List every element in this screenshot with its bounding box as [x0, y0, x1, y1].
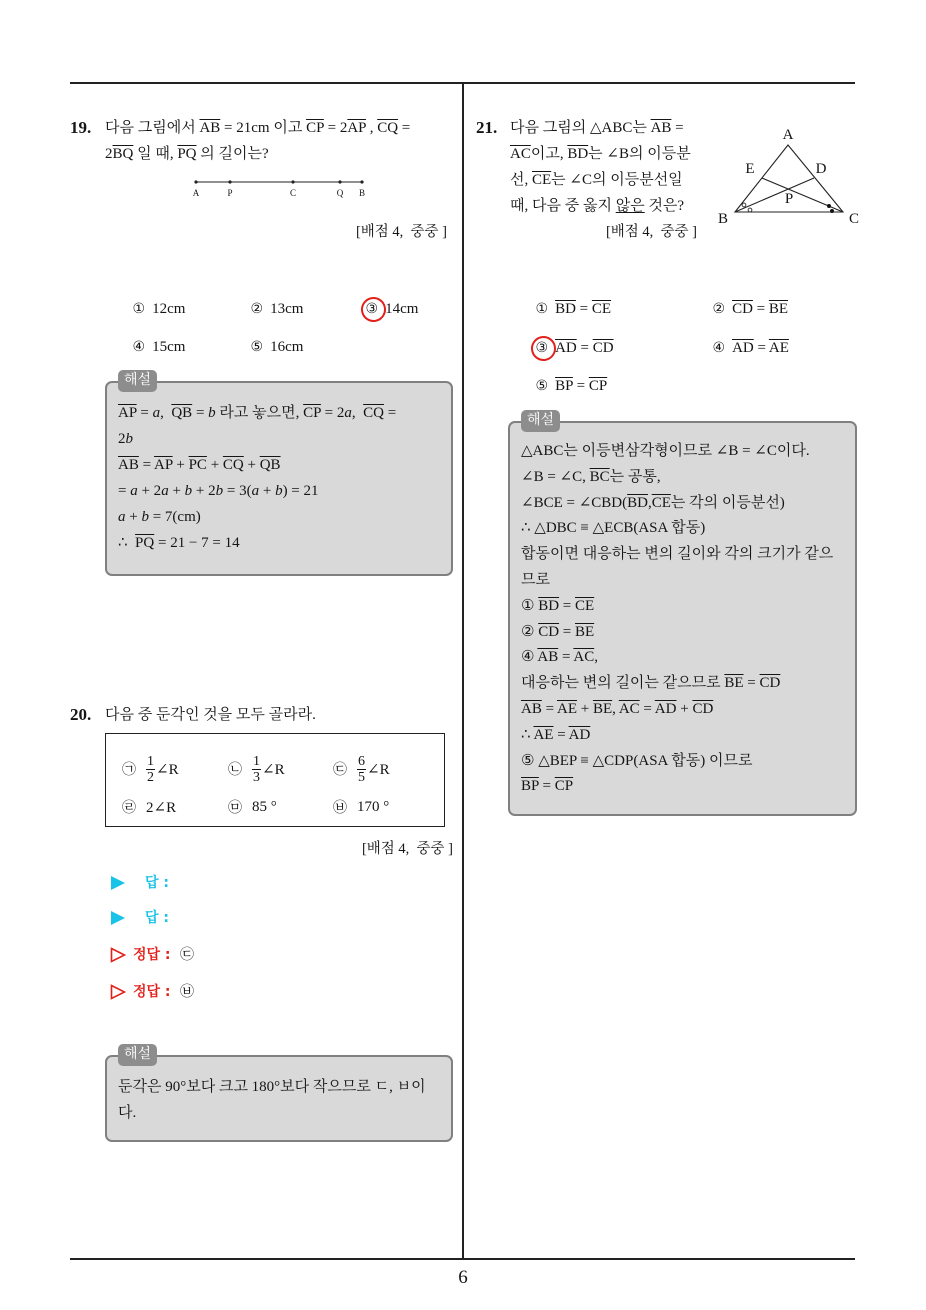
choice-text: 15cm: [152, 339, 186, 355]
solution-line: [521, 620, 853, 646]
math-variable: b: [125, 431, 133, 447]
text-run: = 2: [323, 120, 348, 136]
text-run: ,: [647, 494, 652, 511]
play-filled-icon: [110, 875, 126, 891]
text-run: =: [541, 700, 557, 717]
text-run: + 2: [137, 483, 162, 499]
choice-text: [732, 340, 789, 356]
segment-name: $\overline{AP}$: [118, 405, 137, 421]
correct-answer-label: 정답 :: [133, 984, 171, 1000]
point-b: [360, 180, 363, 183]
solution-tab: 해설: [521, 410, 560, 432]
segment-name: $\overline{AB}$: [118, 457, 139, 473]
text-run: ) = 21: [282, 483, 319, 499]
solution-box: [105, 1047, 453, 1142]
math-variable: a: [118, 509, 126, 525]
answer-label: 답 :: [145, 910, 169, 926]
solution-line: [118, 1074, 448, 1100]
choice-5: [228, 308, 304, 355]
solution-line: [521, 645, 853, 671]
text-run: 일 때,: [133, 146, 178, 162]
segment-name: $\overline{CD}$: [592, 340, 614, 356]
point-label-q: Q: [336, 188, 344, 198]
numerator: 1: [147, 753, 154, 769]
angle-unit: ∠R: [156, 761, 179, 778]
text-run: ,: [594, 649, 598, 666]
segment-name: $\overline{BE}$: [768, 301, 789, 317]
correct-answer-value: ㉢: [180, 947, 194, 963]
fraction: [252, 754, 261, 785]
text-run: 다.: [118, 1105, 137, 1121]
segment-name: $\overline{BE}$: [592, 700, 613, 717]
numerator: 1: [253, 753, 260, 769]
option-1: [122, 753, 179, 785]
text-run: =: [575, 301, 592, 317]
choice-2: [690, 270, 789, 317]
segment-name: $\overline{PQ}$: [135, 535, 155, 551]
solution-line: [118, 478, 448, 504]
correct-answer-1: [0, 942, 462, 968]
question-text: 다음 중 둔각인 것을 모두 골라라.: [105, 707, 316, 723]
segment-name: $\overline{BE}$: [575, 623, 595, 640]
solution-box: [105, 373, 453, 576]
segment-name: $\overline{BP}$: [521, 778, 539, 795]
answer-label: 답 :: [145, 875, 169, 891]
solution-line: [521, 516, 853, 542]
text-run: 때, 다음 중 옳지: [510, 198, 616, 214]
text-run: +: [206, 457, 223, 473]
option-mark: ㉡: [228, 762, 242, 778]
text-run: +: [676, 700, 693, 717]
segment-name: $\overline{AD}$: [732, 340, 754, 356]
text-run: 합동이면 대응하는 변의 길이와 각의 크기가 같으: [521, 546, 834, 563]
correct-answer-label: 정답 :: [133, 947, 171, 963]
choice-number: ②: [712, 301, 726, 317]
text-run: 는 ∠B의 이등분: [588, 146, 691, 162]
choice-number: ⑤: [535, 378, 549, 394]
text-run: = 2: [320, 405, 345, 421]
point-a: [194, 180, 197, 183]
option-5: [228, 791, 277, 823]
segment-name: $\overline{CP}$: [306, 120, 324, 136]
segment-name: $\overline{AB}$: [199, 120, 221, 136]
solution-line: [118, 400, 448, 426]
segment-name: $\overline{AD}$: [654, 700, 677, 717]
solution-line: [118, 504, 448, 530]
text-run: 다음 그림에서: [105, 120, 200, 136]
choice-4: [690, 309, 789, 356]
option-3: [333, 753, 390, 785]
option-mark: ㉥: [333, 800, 347, 816]
point-label-c: C: [289, 188, 297, 198]
score-info: [배점 4, 중중 ]: [605, 224, 697, 240]
choice-text: 16cm: [270, 339, 304, 355]
score-info: [배점 4, 중중 ]: [361, 841, 453, 857]
segment-name: $\overline{QB}$: [171, 405, 193, 421]
question-line: [510, 141, 715, 167]
segment-name: $\overline{AC}$: [573, 649, 595, 666]
point-q: [338, 180, 341, 183]
segment-name: $\overline{CE}$: [532, 172, 552, 188]
text-run: =: [671, 120, 684, 136]
option-mark: ㉠: [122, 762, 136, 778]
choice-text: 13cm: [270, 301, 304, 317]
choice-number: ①: [132, 301, 146, 317]
text-run: = 21 − 7 = 14: [154, 535, 240, 551]
text-run: ,: [160, 405, 172, 421]
choice-text: [555, 378, 607, 394]
segment-name: $\overline{BD}$: [555, 301, 576, 317]
angle-mark-b1: [742, 203, 746, 207]
math-variable: a: [152, 405, 161, 421]
option-value: 170 °: [357, 798, 390, 815]
text-run: =: [118, 483, 131, 499]
segment-name: $\overline{BC}$: [589, 468, 610, 485]
solution-tab: 해설: [118, 370, 157, 392]
segment-name: $\overline{BQ}$: [112, 146, 134, 162]
choice-5: [513, 347, 608, 394]
choice-3: [513, 309, 614, 356]
solution-line: [521, 774, 853, 800]
option-mark: ㉢: [333, 762, 347, 778]
math-variable: a: [161, 483, 169, 499]
point-label-e: E: [745, 161, 755, 177]
segment-name: $\overline{CD}$: [692, 700, 714, 717]
text-run: 둔각은 90°보다 크고 180°보다 작으므로 ㄷ, ㅂ이: [118, 1079, 426, 1095]
segment-name: $\overline{CD}$: [759, 675, 781, 692]
text-run: 선,: [510, 172, 532, 188]
text-run: =: [752, 301, 769, 317]
segment-name: $\overline{AE}$: [533, 726, 554, 743]
segment-name: $\overline{CD}$: [538, 623, 560, 640]
option-value: 85 °: [252, 798, 277, 815]
text-run: ,: [612, 700, 619, 717]
segment-name: $\overline{AB}$: [521, 700, 542, 717]
segment-name: $\overline{BD}$: [627, 494, 648, 511]
choice-number: ③: [366, 296, 379, 322]
text-run: =: [572, 378, 589, 394]
point-c: [291, 180, 294, 183]
text-run: 므로: [521, 571, 550, 588]
math-variable: b: [275, 483, 283, 499]
question-line: [510, 167, 715, 193]
solution-line: [521, 723, 853, 749]
math-variable: b: [184, 483, 193, 499]
choice-number: ④: [132, 339, 146, 355]
segment-name: $\overline{CE}$: [591, 301, 612, 317]
angle-mark-b2: [748, 208, 752, 212]
play-outline-icon: [110, 984, 126, 1000]
segment-name: $\overline{AC}$: [618, 700, 640, 717]
point-label-d: D: [815, 161, 827, 177]
segment-name: $\overline{CQ}$: [363, 405, 384, 421]
math-variable: b: [215, 483, 224, 499]
text-run: 의 길이는?: [196, 146, 269, 162]
problem-number: 21.: [476, 118, 498, 137]
segment-name: $\overline{AD}$: [568, 726, 591, 743]
answer-blank-1: [0, 870, 462, 896]
segment-name: $\overline{BD}$: [567, 146, 589, 162]
solution-line: [118, 426, 448, 452]
text-run: ∴: [118, 535, 136, 551]
vertex-label-c: C: [848, 211, 860, 227]
segment-name: $\overline{CQ}$: [222, 457, 244, 473]
question-line: [510, 193, 715, 219]
text-run: =: [138, 457, 154, 473]
solution-line: [118, 530, 448, 556]
solution-text: [118, 1074, 448, 1126]
math-variable: a: [130, 483, 138, 499]
math-variable: b: [141, 509, 149, 525]
text-run: =: [559, 623, 576, 640]
choice-3: [343, 270, 419, 317]
text-run: 대응하는 변의 길이는 같으므로: [521, 675, 725, 692]
text-run: +: [172, 457, 189, 473]
problem-number: 20.: [70, 705, 92, 724]
solution-line: [521, 749, 853, 775]
choice-number: ①: [535, 301, 549, 317]
denominator: 2: [147, 769, 154, 785]
text-run: =: [743, 675, 760, 692]
text-run: =: [553, 726, 569, 743]
score-info: [배점 4, 중중 ]: [355, 224, 447, 240]
solution-line: [521, 465, 853, 491]
choice-number: ②: [250, 301, 264, 317]
math-variable: a: [344, 405, 352, 421]
text-run: + 2: [192, 483, 216, 499]
denominator: 3: [253, 769, 260, 785]
text-run: 는 ∠C의 이등분선일: [551, 172, 683, 188]
vertex-label-b: B: [717, 211, 729, 227]
text-run: =: [639, 700, 655, 717]
underlined-text: 않은: [615, 198, 645, 214]
segment-name: $\overline{AB}$: [537, 649, 559, 666]
text-run: ⑤ △BEP ≡ △CDP(ASA 합동) 이므로: [521, 752, 753, 769]
point-label-b: B: [358, 188, 366, 198]
correct-answer-2: [0, 979, 462, 1005]
solution-line: [521, 491, 853, 517]
segment-name: $\overline{CP}$: [554, 778, 574, 795]
text-run: = 21cm 이고: [220, 120, 307, 136]
text-run: +: [243, 457, 260, 473]
segment-name: $\overline{BE}$: [724, 675, 744, 692]
text-run: ∴ △DBC ≡ △ECB(ASA 합동): [521, 520, 706, 537]
text-run: +: [259, 483, 276, 499]
segment-name: $\overline{PC}$: [188, 457, 207, 473]
option-6: [333, 791, 389, 823]
solution-tab: 해설: [118, 1044, 157, 1066]
solution-text: [521, 439, 853, 800]
bottom-rule: [70, 1258, 855, 1260]
option-mark: ㉤: [228, 800, 242, 816]
angle-unit: ∠R: [262, 761, 285, 778]
point-label-a: A: [192, 188, 200, 198]
segment-name: $\overline{CP}$: [303, 405, 321, 421]
text-run: +: [576, 700, 593, 717]
question-line: [105, 141, 457, 167]
numerator: 6: [358, 753, 365, 769]
text-run: ,: [351, 405, 364, 421]
choice-number: ⑤: [250, 339, 264, 355]
play-outline-icon: [110, 947, 126, 963]
text-run: 것은?: [644, 198, 685, 214]
segment-name: $\overline{AE}$: [768, 340, 789, 356]
solution-line: [118, 1100, 448, 1126]
segment-name: $\overline{CE}$: [575, 597, 595, 614]
segment-name: $\overline{CD}$: [732, 301, 753, 317]
choice-text: 14cm: [385, 301, 419, 317]
segment-name: $\overline{BP}$: [555, 378, 573, 394]
text-run: =: [383, 405, 397, 421]
text-run: =: [576, 340, 593, 356]
math-variable: b: [208, 405, 216, 421]
text-run: = 3(: [223, 483, 252, 499]
fraction: [146, 754, 155, 785]
text-run: ∠B = ∠C,: [521, 468, 590, 485]
option-mark: ㉣: [122, 800, 136, 816]
text-run: 2: [118, 431, 126, 447]
math-variable: a: [251, 483, 260, 499]
page-number: 6: [458, 1267, 468, 1288]
number-line-figure: [190, 172, 370, 200]
text-run: 이고,: [530, 146, 568, 162]
question-text: [105, 115, 457, 167]
option-value: 2∠R: [146, 799, 177, 816]
solution-line: [521, 697, 853, 723]
text-run: 다음 그림의 △ABC는: [510, 120, 651, 136]
text-run: = 7(cm): [148, 509, 201, 525]
text-run: =: [136, 405, 153, 421]
choice-1: [513, 270, 612, 317]
solution-line: [521, 542, 853, 568]
segment-name: $\overline{AC}$: [510, 146, 531, 162]
solution-text: [118, 400, 448, 556]
text-run: △ABC는 이등변삼각형이므로 ∠B = ∠C이다.: [521, 443, 810, 459]
text-run: ,: [365, 120, 378, 136]
text-run: +: [125, 509, 142, 525]
choice-number: ④: [712, 340, 726, 356]
column-divider: [462, 83, 464, 1259]
options-box: [105, 733, 445, 827]
text-run: ②: [521, 623, 539, 640]
text-run: +: [168, 483, 185, 499]
angle-mark-c2: [830, 209, 834, 213]
point-label-p: P: [784, 191, 794, 207]
segment-name: $\overline{QB}$: [259, 457, 281, 473]
choice-text: 12cm: [152, 301, 186, 317]
denominator: 5: [358, 769, 365, 785]
text-run: =: [558, 649, 574, 666]
segment-name: $\overline{CE}$: [651, 494, 671, 511]
text-run: ∴: [521, 726, 534, 743]
solution-line: [521, 439, 853, 465]
text-run: 라고 놓으면,: [215, 405, 304, 421]
segment-name: $\overline{CP}$: [588, 378, 608, 394]
solution-box: [508, 413, 857, 816]
option-4: [122, 791, 176, 823]
segment-name: $\overline{CQ}$: [377, 120, 399, 136]
choice-number: ③: [536, 335, 549, 361]
text-run: =: [538, 778, 555, 795]
solution-line: [118, 452, 448, 478]
point-p: [228, 180, 231, 183]
vertex-label-a: A: [782, 127, 794, 143]
segment-name: $\overline{PQ}$: [177, 146, 197, 162]
text-run: 는 각의 이등분선): [670, 494, 785, 511]
segment-name: $\overline{AD}$: [555, 340, 577, 356]
question-line: [510, 115, 715, 141]
segment-name: $\overline{AB}$: [650, 120, 672, 136]
correct-answer-value: ㉥: [180, 984, 194, 1000]
problem-number: 19.: [70, 118, 92, 137]
segment-name: $\overline{AP}$: [347, 120, 366, 136]
play-filled-icon: [110, 910, 126, 926]
text-run: ①: [521, 597, 539, 614]
segment-name: $\overline{AP}$: [153, 457, 173, 473]
solution-line: [521, 594, 853, 620]
answer-blank-2: [0, 905, 462, 931]
segment-name: $\overline{AE}$: [556, 700, 577, 717]
angle-mark-c1: [827, 204, 831, 208]
question-text: [510, 115, 715, 219]
text-run: ∠BCE = ∠CBD(: [521, 494, 628, 511]
text-run: 2: [105, 146, 113, 162]
point-label-p: P: [227, 188, 233, 198]
triangle-figure: [715, 122, 865, 232]
text-run: 는 공통,: [609, 468, 661, 485]
angle-unit: ∠R: [367, 761, 390, 778]
solution-line: [521, 671, 853, 697]
text-run: =: [559, 597, 576, 614]
segment-name: $\overline{BD}$: [538, 597, 560, 614]
text-run: =: [398, 120, 411, 136]
choice-1: [110, 270, 186, 317]
fraction: [357, 754, 366, 785]
text-run: =: [753, 340, 769, 356]
question-line: [105, 115, 457, 141]
option-2: [228, 753, 285, 785]
solution-line: [521, 568, 853, 594]
text-run: =: [192, 405, 209, 421]
text-run: ④: [521, 649, 538, 666]
choice-4: [110, 308, 186, 355]
choice-2: [228, 270, 304, 317]
